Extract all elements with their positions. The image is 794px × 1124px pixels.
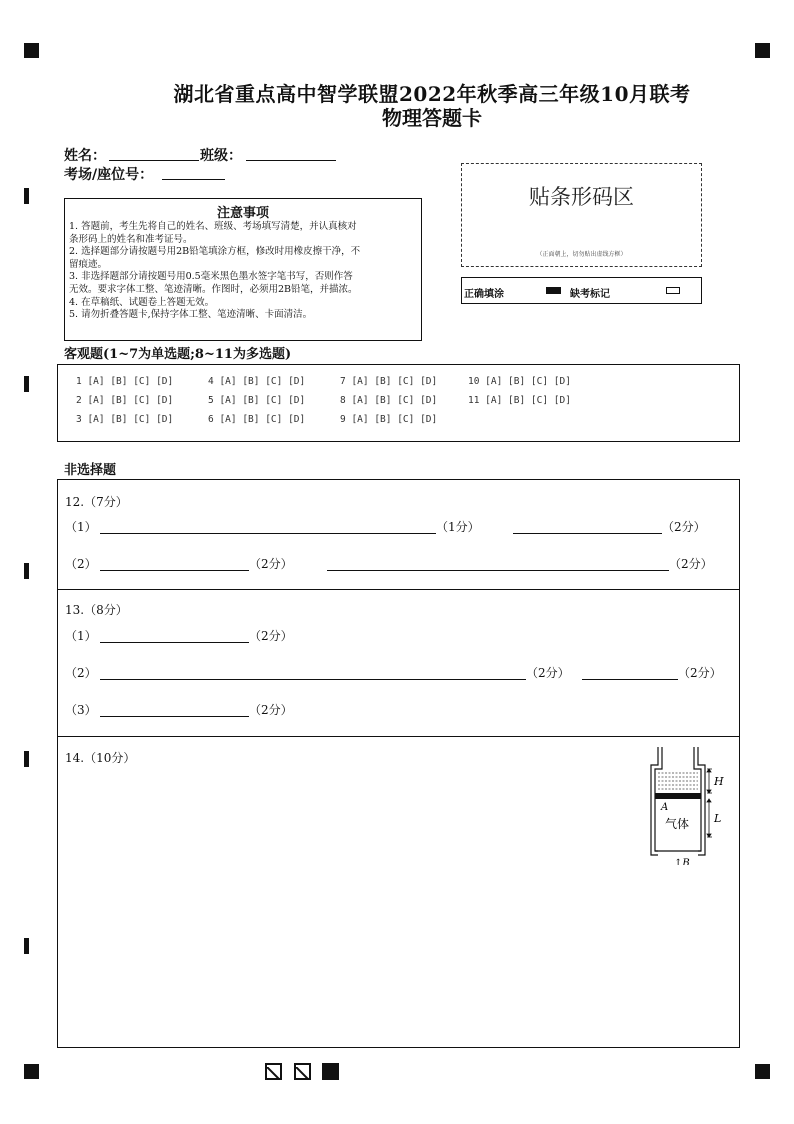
class-label: 班级： [200, 148, 242, 164]
class-field[interactable] [246, 160, 336, 161]
page-mark-slash-1-icon [265, 1063, 282, 1080]
q12-p2-label: （2） [65, 557, 97, 571]
notice-title: 注意事项 [216, 206, 269, 221]
page-title: 湖北省重点高中智学联盟2022年秋季高三年级10月联考 [173, 82, 691, 106]
notice-box [64, 198, 422, 341]
q13-heading: 13.（8分） [65, 603, 128, 617]
page-mark-filled-icon [322, 1063, 339, 1080]
choice-q11[interactable]: 11 [A] [B] [C] [D] [468, 395, 571, 406]
label-L: L [714, 812, 722, 825]
label-B: ↑B [674, 858, 690, 865]
choice-q2[interactable]: 2 [A] [B] [C] [D] [76, 395, 174, 406]
name-label: 姓名： [64, 148, 106, 164]
notice-line: 2. 选择题部分请按题号用2B铅笔填涂方框，修改时用橡皮擦干净，不 [69, 246, 361, 258]
q13-p3-label: （3） [65, 703, 97, 717]
choice-q3[interactable]: 3 [A] [B] [C] [D] [76, 414, 174, 425]
label-H: H [714, 775, 724, 788]
choice-q10[interactable]: 10 [A] [B] [C] [D] [468, 376, 571, 387]
liquid-layer [658, 773, 698, 789]
corner-mark-top-right [755, 43, 770, 58]
cylinder-diagram [649, 745, 729, 865]
q12-p1-answer-2[interactable] [513, 533, 662, 534]
corner-mark-bottom-left [24, 1064, 39, 1079]
q13-p1-score: （2分） [249, 629, 293, 643]
fill-legend [461, 277, 702, 304]
page-subtitle: 物理答题卡 [382, 106, 482, 130]
notice-line: 3. 非选择题部分请按题号用0.5毫米黑色墨水签字笔书写，否则作答 [69, 271, 353, 283]
q13-p2-score-2: （2分） [678, 666, 722, 680]
timing-mark [24, 563, 29, 579]
notice-line: 1. 答题前，考生先将自己的姓名、班级、考场填写清楚，并认真核对 [69, 221, 357, 232]
q12-p2-answer-2[interactable] [327, 570, 669, 571]
choice-q9[interactable]: 9 [A] [B] [C] [D] [340, 414, 438, 425]
notice-line: 无效。要求字体工整、笔迹清晰。作图时，必须用2B铅笔，并描浓。 [69, 283, 358, 295]
barcode-area[interactable] [461, 163, 702, 267]
label-A: A [661, 802, 669, 813]
subjective-title: 非选择题 [64, 463, 117, 478]
label-gas: 气体 [665, 817, 690, 831]
timing-mark [24, 751, 29, 767]
choice-q5[interactable]: 5 [A] [B] [C] [D] [208, 395, 306, 406]
notice-line: 4. 在草稿纸、试题卷上答题无效。 [69, 296, 215, 308]
q12-p1-score-2: （2分） [662, 520, 706, 534]
choice-q8[interactable]: 8 [A] [B] [C] [D] [340, 395, 438, 406]
page-mark-slash-2-icon [294, 1063, 311, 1080]
choice-q7[interactable]: 7 [A] [B] [C] [D] [340, 376, 438, 387]
barcode-title: 贴条形码区 [529, 185, 634, 209]
q13-p1-label: （1） [65, 629, 97, 643]
dimension-arrows [707, 769, 712, 837]
choice-q4[interactable]: 4 [A] [B] [C] [D] [208, 376, 306, 387]
q13-p2-answer-1[interactable] [100, 679, 526, 680]
seat-label: 考场/座位号： [64, 167, 154, 183]
objective-title: 客观题(1~7为单选题;8~11为多选题) [64, 347, 292, 362]
q12-p2-answer-1[interactable] [100, 570, 249, 571]
name-field[interactable] [109, 160, 199, 161]
absent-mark-label: 缺考标记 [570, 289, 610, 300]
q13-box [57, 589, 740, 737]
q14-box[interactable] [57, 736, 740, 1048]
notice-line: 留痕迹。 [69, 258, 108, 270]
q12-heading: 12.（7分） [65, 495, 128, 509]
choice-q6[interactable]: 6 [A] [B] [C] [D] [208, 414, 306, 425]
q13-p3-score: （2分） [249, 703, 293, 717]
q12-p1-label: （1） [65, 520, 97, 534]
corner-mark-top-left [24, 43, 39, 58]
barcode-hint: （正面朝上，切勿贴出虚线方框） [536, 251, 627, 258]
q13-p3-answer[interactable] [100, 716, 249, 717]
notice-lines [65, 221, 421, 322]
corner-mark-bottom-right [755, 1064, 770, 1079]
correct-fill-sample-icon [546, 287, 561, 294]
q12-p2-score-1: （2分） [249, 557, 293, 571]
q12-p1-score-1: （1分） [436, 520, 480, 534]
q13-p1-answer[interactable] [100, 642, 249, 643]
objective-answer-box [57, 364, 740, 442]
absent-mark-checkbox[interactable] [666, 287, 680, 294]
q12-p1-answer-1[interactable] [100, 533, 436, 534]
timing-mark [24, 188, 29, 204]
q13-p2-score-1: （2分） [526, 666, 570, 680]
timing-mark [24, 938, 29, 954]
q14-heading: 14.（10分） [65, 751, 136, 765]
choice-q1[interactable]: 1 [A] [B] [C] [D] [76, 376, 174, 387]
cylinder-walls [651, 747, 705, 855]
piston [655, 793, 701, 799]
notice-line: 5. 请勿折叠答题卡,保持字体工整、笔迹清晰、卡面清洁。 [69, 309, 313, 321]
timing-mark [24, 376, 29, 392]
q13-p2-answer-2[interactable] [582, 679, 678, 680]
q12-p2-score-2: （2分） [669, 557, 713, 571]
seat-field[interactable] [162, 179, 225, 180]
q13-p2-label: （2） [65, 666, 97, 680]
notice-line: 条形码上的姓名和准考证号。 [69, 233, 193, 245]
correct-fill-label: 正确填涂 [464, 289, 504, 300]
q12-box [57, 479, 740, 590]
